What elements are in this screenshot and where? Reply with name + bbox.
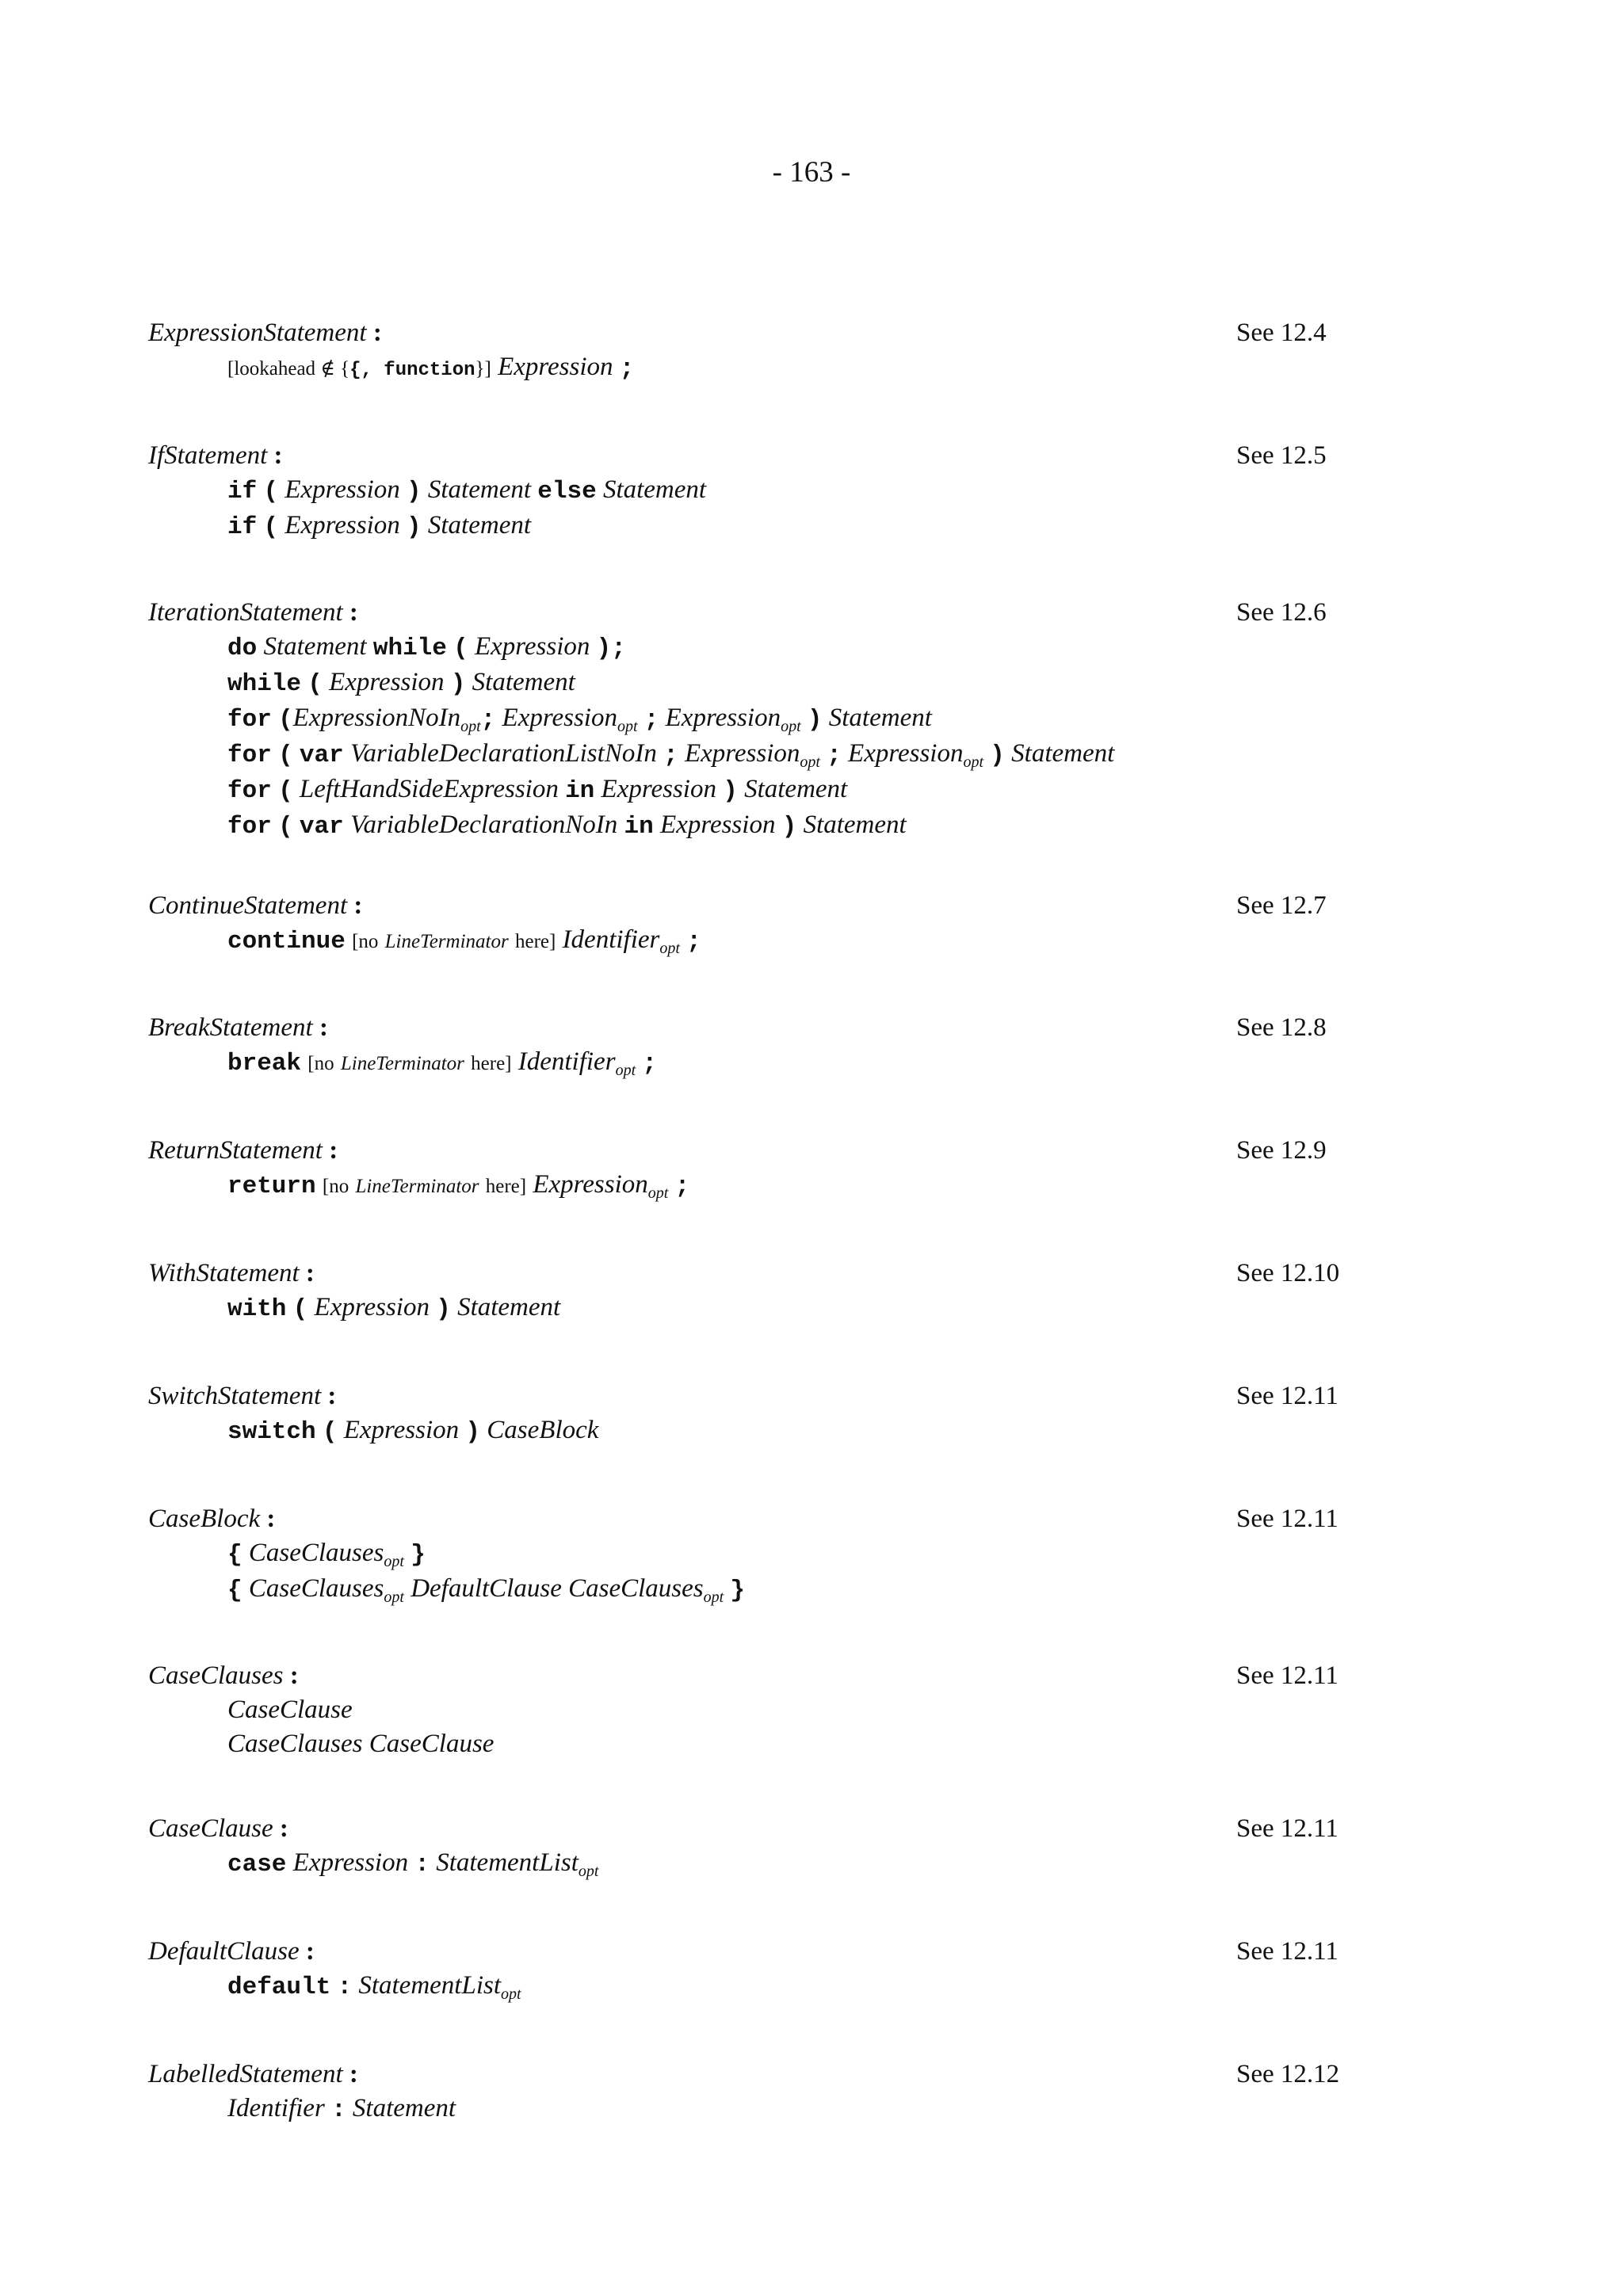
production-name: CaseClause [148, 1814, 273, 1843]
section-reference: See 12.11 [1236, 1505, 1338, 1533]
production-name: ContinueStatement [148, 891, 348, 920]
production-name: IterationStatement [148, 598, 343, 627]
rhs-line: for ( var VariableDeclarationListNoIn ; Expression$_{opt}$ ; Expression$_{opt}$ ) Statement [227, 739, 1115, 771]
rhs-line: for (ExpressionNoIn$_{opt}$; Expression$_{opt}$ ; Expression$_{opt}$ ) Statement [227, 704, 932, 735]
production-colon: : [349, 598, 358, 627]
production-case-block [148, 1501, 1384, 1608]
production-colon: : [305, 1259, 315, 1287]
rhs-line: [lookahead ∉ {{, function}] Expression ; [227, 353, 635, 383]
production-colon: : [319, 1013, 328, 1042]
rhs-line: with ( Expression ) Statement [227, 1293, 561, 1323]
section-reference: See 12.9 [1236, 1136, 1327, 1165]
production-colon: : [372, 318, 382, 347]
production-colon: : [273, 441, 283, 470]
rhs-line: break [no LineTerminator here] Identifier$_{opt}$ ; [227, 1047, 657, 1079]
production-colon: : [279, 1814, 288, 1843]
rhs-line: Identifier : Statement [227, 2094, 456, 2124]
rhs-line: if ( Expression ) Statement [227, 511, 532, 541]
production-colon: : [289, 1661, 299, 1690]
rhs-line: for ( var VariableDeclarationNoIn in Expression ) Statement [227, 810, 907, 841]
production-name: ReturnStatement [148, 1136, 323, 1165]
section-reference: See 12.8 [1236, 1013, 1327, 1042]
page-number: - 163 - [772, 156, 851, 189]
rhs-line: default : StatementList$_{opt}$ [227, 1971, 521, 2003]
production-case-clauses [148, 1658, 1384, 1761]
production-colon: : [305, 1937, 315, 1966]
production-switch-statement [148, 1379, 1384, 1449]
rhs-line: for ( LeftHandSideExpression in Expression ) Statement [227, 775, 848, 805]
production-labelled-statement [148, 2057, 1384, 2127]
production-colon: : [353, 891, 363, 920]
production-with-statement [148, 1256, 1384, 1326]
production-name: BreakStatement [148, 1013, 313, 1042]
production-name: ExpressionStatement [148, 318, 367, 347]
rhs-line: while ( Expression ) Statement [227, 668, 575, 698]
rhs-line: { CaseClauses$_{opt}$ } [227, 1539, 426, 1570]
production-name: SwitchStatement [148, 1382, 322, 1410]
section-reference: See 12.10 [1236, 1259, 1340, 1287]
production-default-clause [148, 1934, 1384, 2004]
rhs-line: case Expression : StatementList$_{opt}$ [227, 1848, 599, 1880]
rhs-line: { CaseClauses$_{opt}$ DefaultClause CaseClauses$_{opt}$ } [227, 1574, 746, 1606]
section-reference: See 12.11 [1236, 1661, 1338, 1690]
section-reference: See 12.5 [1236, 441, 1327, 470]
production-continue-statement [148, 888, 1384, 959]
production-break-statement [148, 1010, 1384, 1081]
production-case-clause [148, 1811, 1384, 1882]
rhs-line: switch ( Expression ) CaseBlock [227, 1416, 599, 1446]
section-reference: See 12.6 [1236, 598, 1327, 627]
production-name: DefaultClause [148, 1937, 300, 1966]
section-reference: See 12.11 [1236, 1937, 1338, 1966]
rhs-line: if ( Expression ) Statement else Statement [227, 475, 707, 505]
rhs-line: CaseClause [227, 1695, 353, 1724]
production-name: IfStatement [148, 441, 268, 470]
production-name: WithStatement [148, 1259, 300, 1287]
section-reference: See 12.12 [1236, 2060, 1340, 2088]
production-colon: : [266, 1505, 276, 1533]
production-if-statement [148, 438, 1384, 544]
production-return-statement [148, 1133, 1384, 1203]
section-reference: See 12.11 [1236, 1382, 1338, 1410]
production-colon: : [349, 2060, 358, 2088]
production-iteration-statement [148, 595, 1384, 844]
section-reference: See 12.7 [1236, 891, 1327, 920]
rhs-line: continue [no LineTerminator here] Identifier$_{opt}$ ; [227, 925, 701, 957]
production-expression-statement [148, 315, 1384, 387]
production-colon: : [327, 1382, 337, 1410]
section-reference: See 12.11 [1236, 1814, 1338, 1843]
production-colon: : [329, 1136, 338, 1165]
section-reference: See 12.4 [1236, 318, 1327, 347]
production-name: LabelledStatement [148, 2060, 343, 2088]
production-name: CaseClauses [148, 1661, 284, 1690]
rhs-line: do Statement while ( Expression ); [227, 632, 626, 662]
rhs-line: CaseClauses CaseClause [227, 1730, 495, 1758]
production-name: CaseBlock [148, 1505, 261, 1533]
rhs-line: return [no LineTerminator here] Expression$_{opt}$ ; [227, 1170, 690, 1202]
